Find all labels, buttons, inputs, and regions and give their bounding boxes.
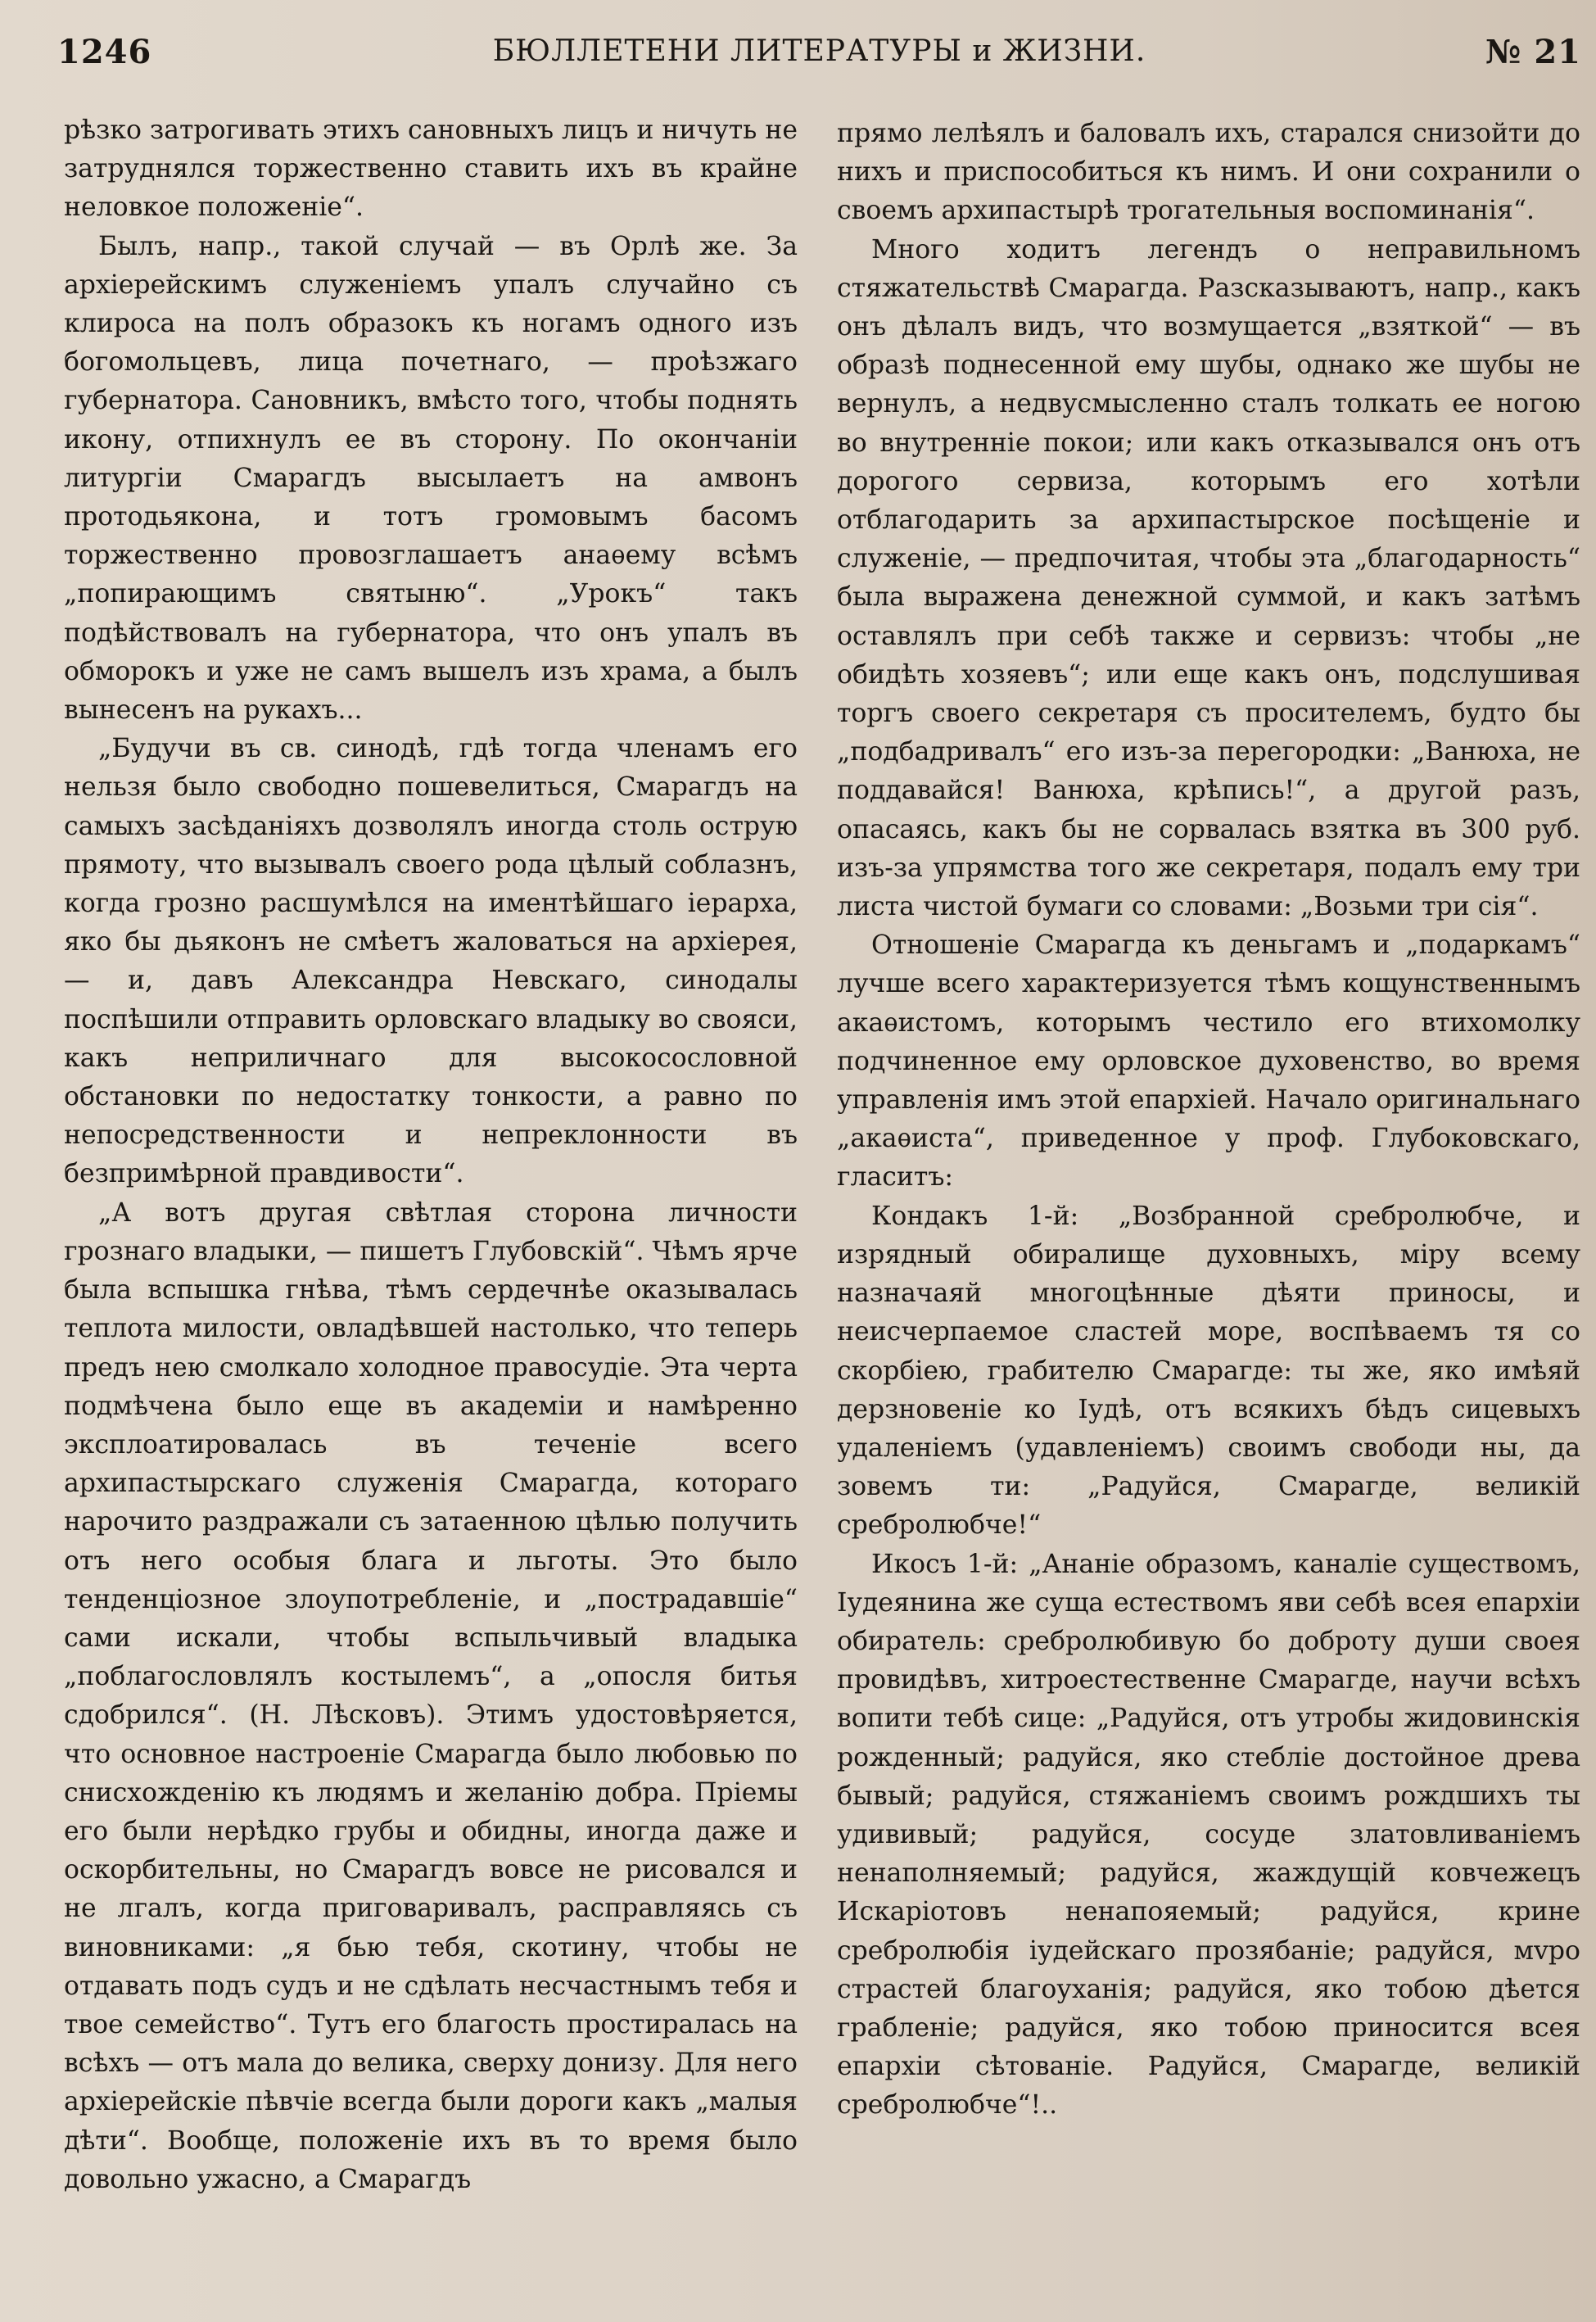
page-number: 1246 [57,33,152,71]
issue-number: № 21 [1485,33,1581,71]
paragraph: Кондакъ 1-й: „Возбранной сребролюбче, и изрядный обиралище духовныхъ, міру всему назначаяй многоцѣнные дѣяти приносы, и неисчерпаемое сластей море, воспѣваемъ тя со скорбіею, грабителю Смарагде: ты же, яко имѣяй дерзновеніе ко Іудѣ, отъ всякихъ бѣдъ сицевыхъ удаленіемъ (удавленіемъ) своимъ свободи ны, да зовемъ ти: „Радуйся, Смарагде, великій сребролюбче!“ [837,1201,1580,1541]
paragraph: Былъ, напр., такой случай — въ Орлѣ же. За архіерейскимъ служеніемъ упалъ случайно съ клироса на полъ образокъ къ ногамъ одного изъ богомольцевъ, лица почетнаго, — проѣзжаго губернатора. Сановникъ, вмѣсто того, чтобы поднять икону, отпихнулъ ее въ сторону. По окончаніи литургіи Смарагдъ высылаетъ на амвонъ протодьякона, и тотъ громовымъ басомъ торжественно провозглашаетъ анаѳему всѣмъ „попирающимъ святыню“. „Урокъ“ такъ подѣйствовалъ на губернатора, что онъ упалъ въ обморокъ и уже не самъ вышелъ изъ храма, а былъ вынесенъ на рукахъ... [64,231,798,726]
left-column [64,111,798,2199]
paragraph: „Будучи въ св. синодѣ, гдѣ тогда членамъ его нельзя было свободно пошевелиться, Смарагдъ на самыхъ засѣданіяхъ дозволялъ иногда столь острую прямоту, что вызывалъ своего рода цѣлый соблазнъ, когда грозно расшумѣлся на иментѣйшаго іерарха, яко бы дьяконъ не смѣетъ жаловаться на архіерея, — и, давъ Александра Невскаго, синодалы поспѣшили отправить орловскаго владыку во свояси, какъ неприличнаго для высокосословной обстановки по недостатку тонкости, а равно по непосредственности и непреклонности въ безпримѣрной правдивости“. [64,734,798,1189]
paragraph: прямо лелѣялъ и баловалъ ихъ, старался снизойти до нихъ и приспособиться къ нимъ. И они сохранили о своемъ архипастырѣ трогательныя воспоминанія“. [837,119,1580,226]
paragraph: Много ходитъ легендъ о неправильномъ стяжательствѣ Смарагда. Разсказываютъ, напр., какъ онъ дѣлалъ видъ, что возмущается „взяткой“ — въ образѣ поднесенной ему шубы, однако же шубы не вернулъ, а недвусмысленно сталъ толкать ее ногою во внутренніе покои; или какъ отказывался онъ отъ дорогого сервиза, которымъ его хотѣли отблагодарить за архипастырское посѣщеніе и служеніе, — предпочитая, чтобы эта „благодарность“ была выражена денежной суммой, и какъ затѣмъ оставлялъ при себѣ также и сервизъ: чтобы „не обидѣть хозяевъ“; или еще какъ онъ, подслушивая торгъ своего секретаря съ просителемъ, будто бы „подбадривалъ“ его изъ-за перегородки: „Ванюха, не поддавайся! Ванюха, крѣпись!“, а другой разъ, опасаясь, какъ бы не сорвалась взятка въ 300 руб. изъ-за упрямства того же секретаря, подалъ ему три листа чистой бумаги со словами: „Возьми три сія“. [837,234,1580,922]
right-column [837,115,1580,2125]
paragraph: „А вотъ другая свѣтлая сторона личности грознаго владыки, — пишетъ Глубовскій“. Чѣмъ ярче была вспышка гнѣва, тѣмъ сердечнѣе оказывалась теплота милости, овладѣвшей настолько, что теперь предъ нею смолкало холодное правосудіе. Эта черта подмѣчена было еще въ академіи и намѣренно эксплоатировалась въ теченіе всего архипастырскаго служенія Смарагда, котораго нарочито раздражали съ затаенною цѣлью получить отъ него особыя блага и льготы. Это было тенденціозное злоупотребленіе, и „пострадавшіе“ сами искали, чтобы вспыльчивый владыка „поблагословлялъ костылемъ“, а „опосля битья сдобрился“. (Н. Лѣсковъ). Этимъ удостовѣряется, что основное настроеніе Смарагда было любовью по снисхожденію къ людямъ и желанію добра. Пріемы его были нерѣдко грубы и обидны, иногда даже и оскорбительны, но Смарагдъ вовсе не рисовался и не лгалъ, когда приговаривалъ, расправляясь съ виновниками: „я бью тебя, скотину, чтобы не отдавать подъ судъ и не сдѣлать несчастнымъ тебя и твое семейство“. Тутъ его благость простиралась на всѣхъ — отъ мала до велика, сверху донизу. Для него архіерейскіе пѣвчіе всегда были дороги какъ „малыя дѣти“. Вообще, положеніе ихъ въ то время было довольно ужасно, а Смарагдъ [64,1197,798,2194]
paragraph: Отношеніе Смарагда къ деньгамъ и „подаркамъ“ лучше всего характеризуется тѣмъ кощунственнымъ акаѳистомъ, которымъ честило его втихомолку подчиненное ему орловское духовенство, во время управленія имъ этой епархіей. Начало оригинальнаго „акаѳиста“, приведенное у проф. Глубоковскаго, гласитъ: [837,930,1580,1193]
paragraph: Икосъ 1-й: „Ананіе образомъ, каналіе существомъ, Іудеянина же суща естествомъ яви себѣ всея епархіи обиратель: сребролюбивую бо доброту души своея провидѣвъ, хитроестественне Смарагде, научи всѣхъ вопити тебѣ сице: „Радуйся, отъ утробы жидовинскія рожденный; радуйся, яко стебліе достойное древа бывый; радуйся, стяжаніемъ своимъ рождшихъ ты удививый; радуйся, сосуде златовливаніемъ ненаполняемый; радуйся, жаждущій ковчежецъ Искаріотовъ ненапояемый; радуйся, крине сребролюбія іудейскаго прозябаніе; радуйся, мvро страстей благоуханія; радуйся, яко тобою дѣется грабленіе; радуйся, яко тобою приносится всея епархіи сѣтованіе. Радуйся, Смарагде, великій сребролюбче“!.. [837,1549,1580,2121]
page-header [57,33,1581,82]
journal-title: БЮЛЛЕТЕНИ ЛИТЕРАТУРЫ и ЖИЗНИ. [492,34,1146,68]
paragraph: рѣзко затрогивать этихъ сановныхъ лицъ и ничуть не затруднялся торжественно ставить ихъ въ крайне неловкое положеніе“. [64,115,798,223]
